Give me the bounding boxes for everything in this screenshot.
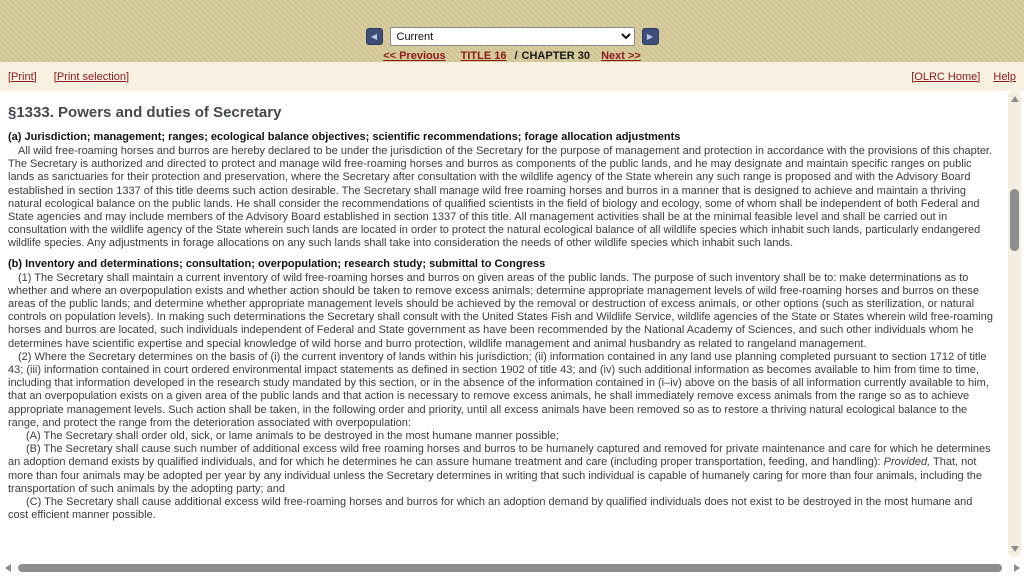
toolbar-right	[901, 71, 1016, 83]
left-arrow-icon: ◀	[370, 32, 378, 41]
document-content	[0, 91, 1024, 522]
toolbar-band	[0, 62, 1024, 91]
paragraph-text: (2) Where the Secretary determines on the basis of (i) the current inventory of lands within his jurisdiction; (ii) information contained in any land use planning completed pursuant to section 1712 of title 43; (iii) information contained in court ordered environmental impact statements as defined in section 1902 of title 43; and (iv) such additional information as becomes available to him from time to time, including that information developed in the research study mandated by this section, or in the absence of the information contained in (i–iv) above on the basis of all information currently available to him, that an overpopulation exists on a given area of the public lands and that action is necessary to remove excess animals, he shall immediately remove excess animals from the range so as to achieve appropriate management levels. Such action shall be taken, in the following order and priority, until all excess animals have been removed so as to restore a thriving natural ecological balance to the range, and protect the range from the deterioration associated with overpopulation:	[8, 350, 989, 429]
breadcrumb-separator: /	[514, 50, 518, 62]
paragraph-text: (B) The Secretary shall cause such number of additional excess wild free roaming horses and burros to be humanely captured and removed for private maintenance and care for which he determines an adoption demand exists by qualified individuals, and for which he determines he can assure humane treatment and care (including proper transportation, feeding, and handling):	[8, 443, 991, 469]
print-link[interactable]: [Print]	[8, 70, 37, 83]
version-selector-row	[0, 0, 1024, 46]
italic-text: Provided,	[883, 456, 931, 469]
paragraph	[8, 272, 994, 351]
print-selection-link[interactable]: [Print selection]	[53, 70, 129, 83]
document-body	[8, 131, 994, 522]
paragraph-text: (C) The Secretary shall cause additional excess wild free-roaming horses and burros for which an adoption demand by qualified individuals does not exist to be destroyed in the most humane and cost efficient manner possible.	[8, 496, 973, 522]
paragraph-text: That, not more than four animals may be adopted per year by any individual unless the Secretary determines in writing that such individual is capable of humanely caring for more than four animals, including the transportation of such animals by the adopting party; and	[8, 456, 983, 495]
help-link[interactable]: Help	[993, 70, 1016, 83]
scroll-up-icon[interactable]	[1011, 96, 1019, 102]
paragraph	[8, 443, 994, 496]
section-heading: (b) Inventory and determinations; consultation; overpopulation; research study; submittal to Congress	[8, 257, 546, 270]
paragraph	[8, 145, 994, 251]
scroll-right-icon[interactable]	[1014, 564, 1020, 572]
chapter-label: CHAPTER 30	[521, 50, 590, 62]
horizontal-scrollbar-thumb[interactable]	[18, 564, 1002, 572]
paragraph	[8, 496, 994, 522]
page-title: §1333. Powers and duties of Secretary	[8, 104, 282, 121]
next-version-button[interactable]	[642, 28, 659, 45]
header-band	[0, 0, 1024, 62]
vertical-scrollbar[interactable]	[1008, 91, 1021, 557]
previous-section-link[interactable]: << Previous	[383, 50, 446, 62]
olrc-home-link[interactable]: [OLRC Home]	[911, 70, 981, 83]
scroll-left-icon[interactable]	[5, 564, 11, 572]
breadcrumb	[0, 50, 1024, 62]
paragraph-text: (A) The Secretary shall order old, sick, or lame animals to be destroyed in the most humane manner possible;	[26, 430, 559, 443]
vertical-scrollbar-thumb[interactable]	[1010, 189, 1019, 251]
scroll-down-icon[interactable]	[1011, 546, 1019, 552]
previous-version-button[interactable]	[366, 28, 383, 45]
toolbar-left	[8, 71, 143, 83]
right-arrow-icon: ▶	[646, 32, 654, 41]
paragraph	[8, 430, 994, 443]
paragraph	[8, 351, 994, 430]
version-select[interactable]	[390, 27, 635, 46]
paragraph-text: (1) The Secretary shall maintain a current inventory of wild free-roaming horses and burros on given areas of the public lands. The purpose of such inventory shall be to: make determinations as to whether and where an overpopulation exists and whether action should be taken to remove excess animals; determine appropriate management levels of wild free-roaming horses and burros on these areas of the public lands; and determine whether appropriate management levels should be achieved by the removal or destruction of excess animals, or other options (such as sterilization, or natural controls on population levels). In making such determinations the Secretary shall consult with the United States Fish and Wildlife Service, wildlife agencies of the State or States wherein wild free-roaming horses and burros are located, such individuals independent of Federal and State government as have been recommended by the National Academy of Sciences, and such other individuals whom he determines have scientific expertise and special knowledge of wild horse and burro protection, wildlife management and animal husbandry as related to rangeland management.	[8, 271, 993, 350]
next-section-link[interactable]: Next >>	[601, 50, 641, 62]
section-heading: (a) Jurisdiction; management; ranges; ecological balance objectives; scientific recommendations; forage allocation adjustments	[8, 131, 681, 143]
title-16-link[interactable]: TITLE 16	[460, 50, 507, 62]
paragraph-text: All wild free-roaming horses and burros are hereby declared to be under the jurisdiction of the Secretary for the purpose of management and protection in accordance with the provisions of this chapter. The Secretary is authorized and directed to protect and manage wild free-roaming horses and burros as components of the public lands, and he may designate and maintain specific ranges on public lands as sanctuaries for their protection and preservation, where the Secretary after consultation with the wildlife agency of the State wherein any such range is proposed and with the Advisory Board established in section 1337 of this title deems such action desirable. The Secretary shall manage wild free roaming horses and burros in a manner that is designed to achieve and maintain a thriving natural ecological balance on the public lands. He shall consider the recommendations of qualified scientists in the field of biology and ecology, some of whom shall be independent of both Federal and State agencies and may include members of the Advisory Board established in section 1337 of this title. All management activities shall be at the minimal feasible level and shall be carried out in consultation with the wildlife agency of the State wherein such lands are located in order to protect the natural ecological balance of all wildlife species which inhabit such lands, particularly endangered wildlife species. Any adjustments in forage allocations on any such lands shall take into consideration the needs of other wildlife species which inhabit such lands.	[8, 145, 993, 250]
horizontal-scrollbar[interactable]	[0, 561, 1024, 575]
